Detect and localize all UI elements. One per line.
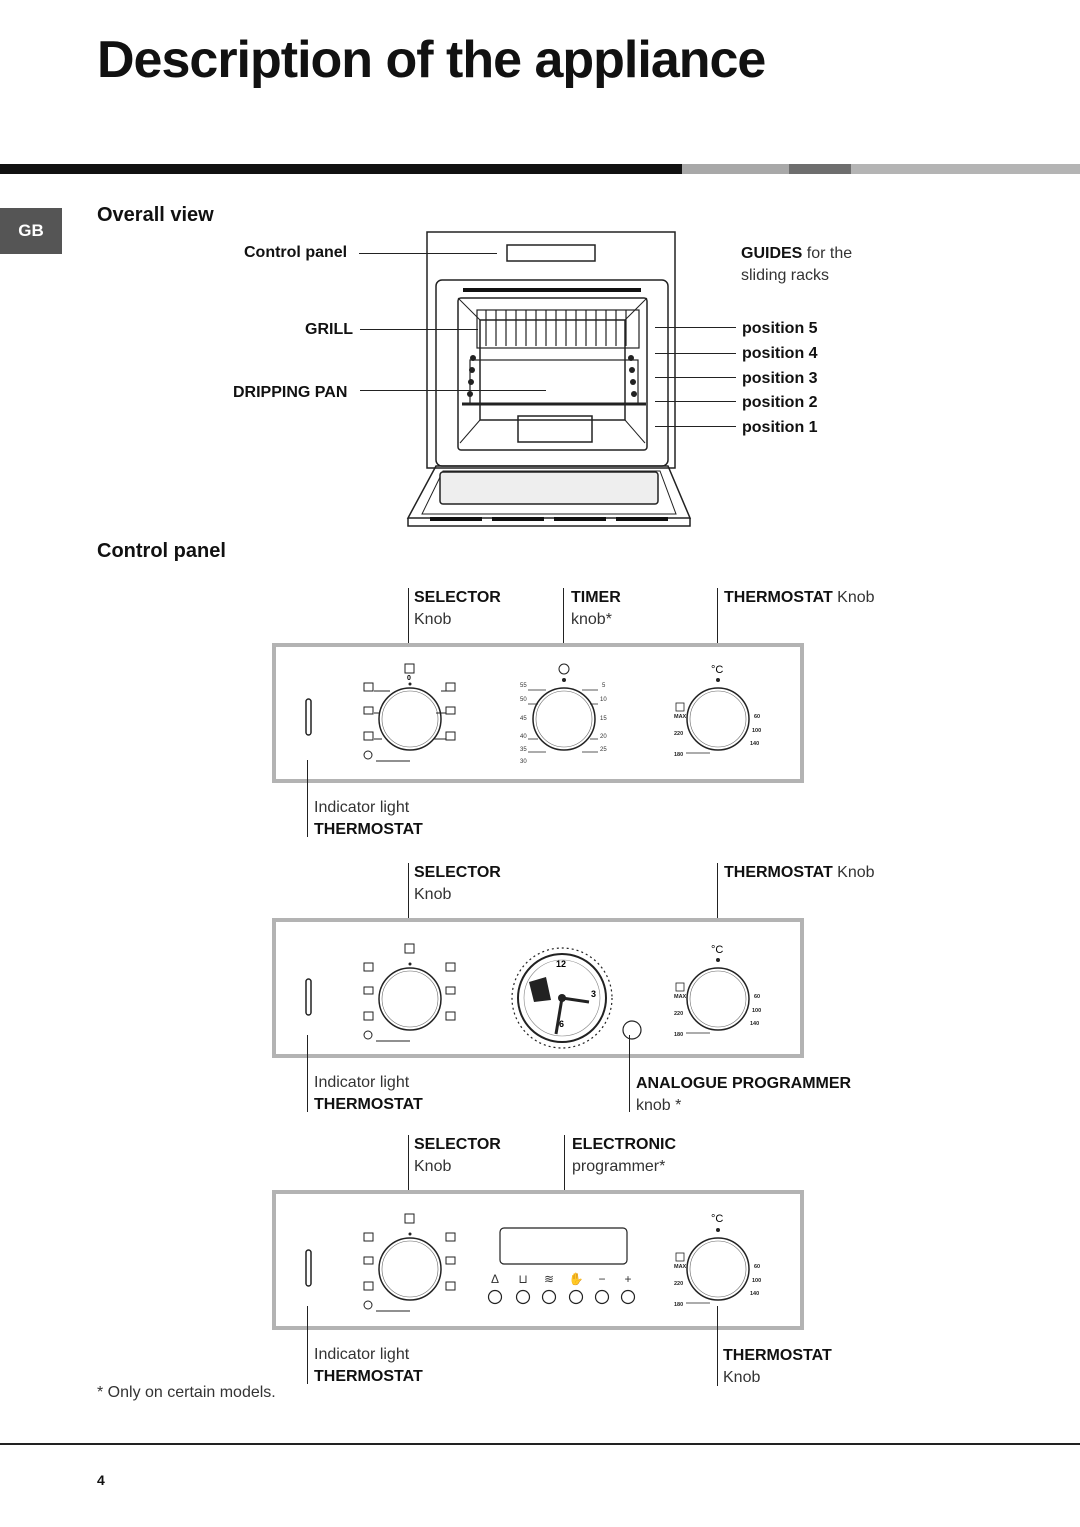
svg-text:15: 15 [600, 716, 607, 722]
guides-callout: GUIDES for the sliding racks [741, 245, 853, 284]
svg-text:+: + [624, 1272, 632, 1286]
timer-knob-label: TIMER knob* [571, 589, 621, 628]
page-title: Description of the appliance [97, 31, 766, 89]
indicator-light-label: Indicator light THERMOSTAT [314, 1346, 423, 1385]
svg-text:50: 50 [520, 697, 527, 703]
header-rule-darkgrey [789, 164, 851, 174]
indicator-light [306, 699, 311, 735]
svg-text:220: 220 [674, 1011, 684, 1017]
indicator-light [306, 979, 311, 1015]
svg-text:220: 220 [674, 1281, 684, 1287]
oven-illustration [400, 228, 700, 533]
svg-text:100: 100 [752, 1278, 762, 1284]
svg-text:45: 45 [520, 716, 527, 722]
programmer-button [543, 1291, 556, 1304]
svg-text:35: 35 [520, 747, 527, 753]
programmer-button [622, 1291, 635, 1304]
svg-text:100: 100 [752, 728, 762, 734]
svg-text:140: 140 [750, 741, 760, 747]
svg-text:180: 180 [674, 1032, 684, 1038]
svg-text:60: 60 [754, 994, 761, 1000]
thermostat-knob[interactable] [674, 944, 761, 1038]
programmer-button [570, 1291, 583, 1304]
svg-text:MAX: MAX [674, 714, 687, 720]
svg-text:55: 55 [520, 683, 527, 689]
leader-line [307, 1306, 308, 1384]
leader-line [307, 760, 308, 837]
programmer-button [489, 1291, 502, 1304]
svg-text:12: 12 [556, 959, 567, 969]
svg-text:0: 0 [407, 675, 411, 682]
position-1-label: position 1 [742, 419, 818, 436]
control-panel-1 [272, 643, 804, 783]
svg-text:MAX: MAX [674, 994, 687, 1000]
thermostat-knob[interactable] [674, 1213, 761, 1308]
header-rule-dark [0, 164, 682, 174]
selector-knob-label: SELECTOR Knob [414, 589, 501, 628]
panel-3-graphic [276, 1194, 800, 1326]
svg-text:220: 220 [674, 731, 684, 737]
grill-callout: GRILL [305, 321, 353, 338]
svg-text:Δ: Δ [490, 1272, 500, 1286]
svg-text:180: 180 [674, 752, 684, 758]
selector-knob[interactable] [364, 944, 455, 1041]
programmer-display [500, 1228, 627, 1264]
thermostat-knob-label: THERMOSTAT Knob [723, 1347, 832, 1386]
thermostat-knob[interactable] [674, 664, 761, 758]
analogue-programmer-clock[interactable] [512, 948, 612, 1048]
selector-knob[interactable] [364, 1214, 455, 1311]
indicator-light-label: Indicator light THERMOSTAT [314, 799, 423, 838]
panel-2-graphic [276, 922, 800, 1054]
electronic-programmer-label: ELECTRONIC programmer* [572, 1136, 676, 1175]
svg-text:40: 40 [520, 734, 527, 740]
control-panel-2 [272, 918, 804, 1058]
footer-rule [0, 1443, 1080, 1445]
leader-line [629, 1035, 630, 1112]
position-4-label: position 4 [742, 345, 818, 362]
indicator-light-label: Indicator light THERMOSTAT [314, 1074, 423, 1113]
thermostat-knob-label: THERMOSTAT Knob [724, 864, 875, 881]
dripping-pan-callout: DRIPPING PAN [233, 384, 348, 401]
svg-text:25: 25 [600, 747, 607, 753]
language-tab: GB [0, 208, 62, 254]
page-number: 4 [97, 1472, 105, 1488]
header-rule-grey [682, 164, 789, 174]
overall-view-heading: Overall view [97, 204, 214, 226]
programmer-knob[interactable] [623, 1021, 641, 1039]
header-rule-lightgrey [851, 164, 1080, 174]
position-3-label: position 3 [742, 370, 818, 387]
leader-line [307, 1035, 308, 1112]
svg-text:140: 140 [750, 1291, 760, 1297]
programmer-button [596, 1291, 609, 1304]
svg-text:100: 100 [752, 1008, 762, 1014]
control-panel-heading: Control panel [97, 540, 226, 562]
svg-text:60: 60 [754, 714, 761, 720]
indicator-light [306, 1250, 311, 1286]
control-panel-callout: Control panel [244, 244, 348, 261]
svg-text:3: 3 [591, 989, 597, 999]
panel-1-graphic [276, 647, 800, 779]
svg-text:⊔: ⊔ [518, 1272, 528, 1286]
svg-text:6: 6 [559, 1019, 565, 1029]
thermostat-knob-label: THERMOSTAT Knob [724, 589, 875, 606]
programmer-button [517, 1291, 530, 1304]
control-panel-3 [272, 1190, 804, 1330]
svg-text:−: − [598, 1272, 606, 1286]
svg-text:5: 5 [602, 683, 606, 689]
svg-text:20: 20 [600, 734, 607, 740]
svg-text:60: 60 [754, 1264, 761, 1270]
svg-text:10: 10 [600, 697, 607, 703]
leader-line [717, 1306, 718, 1386]
timer-knob[interactable] [520, 664, 607, 765]
selector-knob-label: SELECTOR Knob [414, 864, 501, 903]
svg-text:°C: °C [711, 664, 724, 676]
svg-text:✋: ✋ [568, 1272, 584, 1286]
selector-knob-label: SELECTOR Knob [414, 1136, 501, 1175]
svg-text:30: 30 [520, 759, 527, 765]
svg-text:≋: ≋ [543, 1272, 555, 1286]
svg-text:MAX: MAX [674, 1264, 687, 1270]
position-5-label: position 5 [742, 320, 818, 337]
svg-text:°C: °C [711, 1213, 724, 1225]
svg-text:180: 180 [674, 1302, 684, 1308]
svg-text:°C: °C [711, 944, 724, 956]
position-2-label: position 2 [742, 394, 818, 411]
svg-text:140: 140 [750, 1021, 760, 1027]
selector-knob[interactable] [364, 664, 455, 761]
footnote: * Only on certain models. [97, 1384, 276, 1401]
analogue-programmer-label: ANALOGUE PROGRAMMER knob * [636, 1075, 852, 1114]
electronic-programmer[interactable] [489, 1228, 635, 1304]
